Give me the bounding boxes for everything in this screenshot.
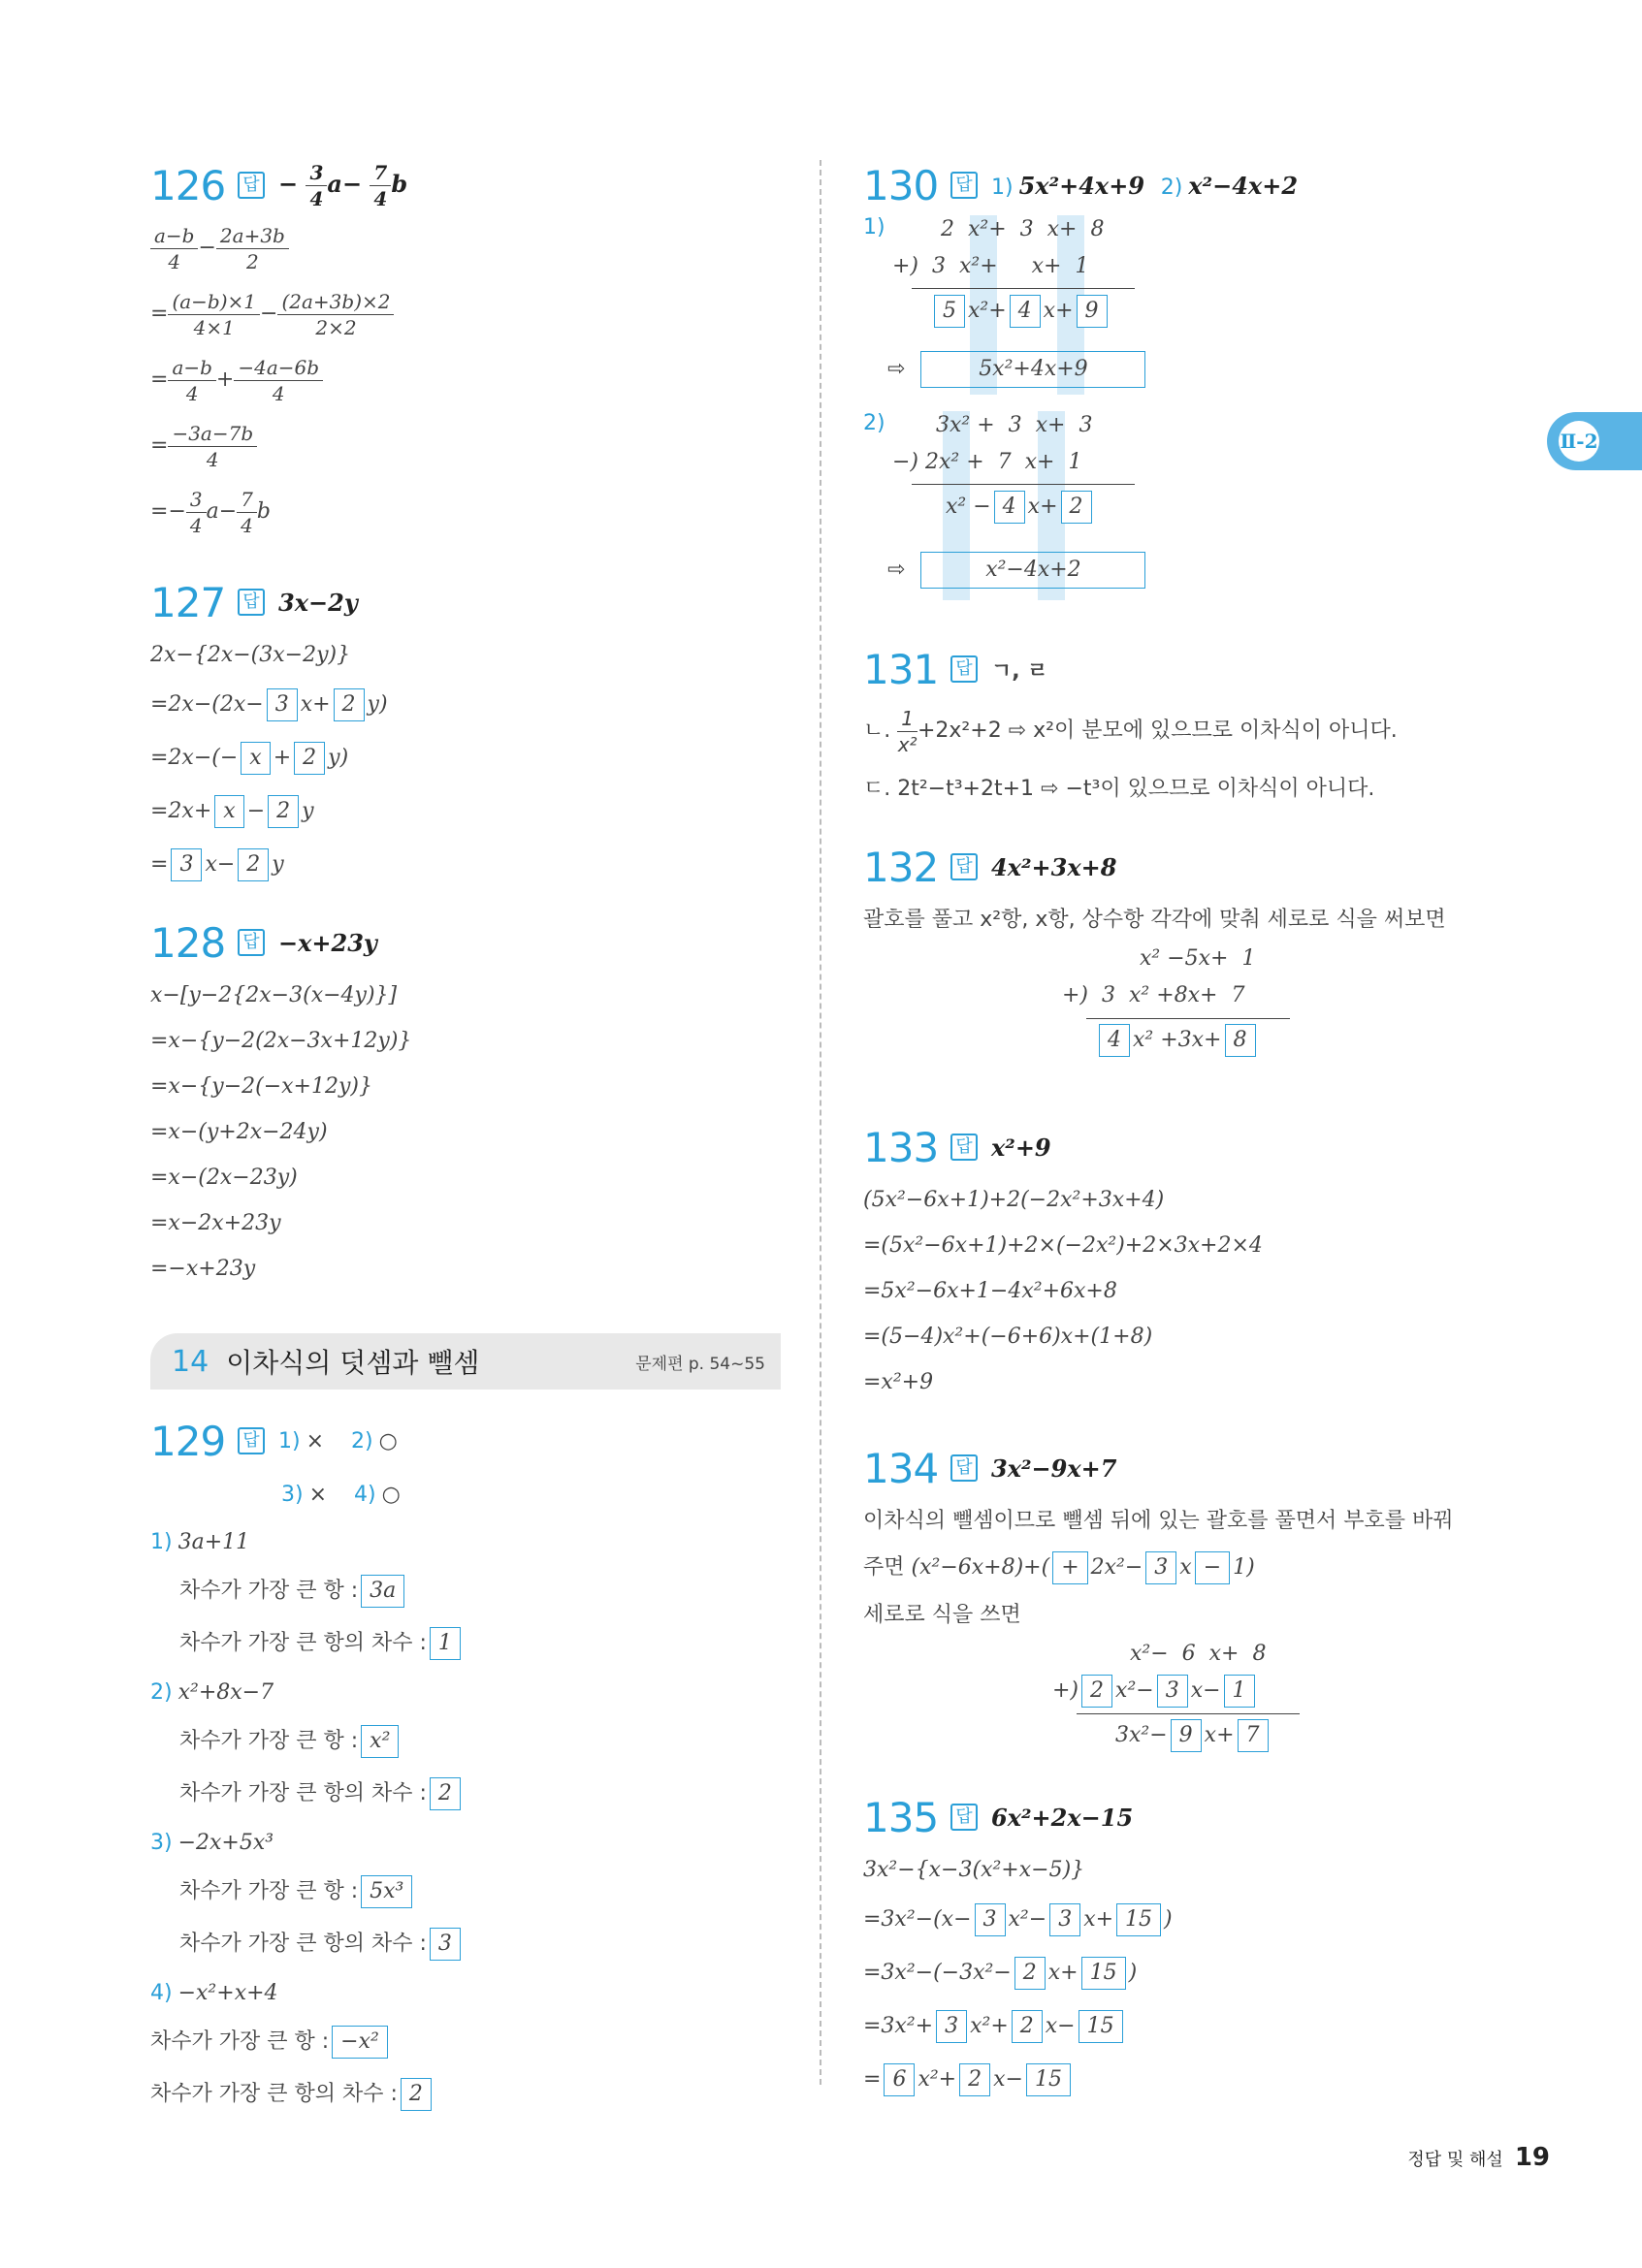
- answer: −x+23y: [278, 928, 377, 957]
- step: =x−(y+2x−24y): [150, 1120, 328, 1144]
- answer: 4x²+3x+8: [991, 852, 1117, 881]
- problem-number: 128: [150, 918, 226, 967]
- step: =− $\frac{3}{4}$ a− $\frac{7}{4}$ b: [150, 487, 271, 537]
- problem-130: 130 답 1) 5x²+4x+9 2) x²−4x+2 1) 2 x²+ 3 x+ 8 +) 3 x²+ x+ 1 5 x²+ 4 x+ 9 ⇨ 5x²+4x+9 2) 3x² + 3 x+ 3 −) 2x² + 7 x+ 1 x² − 4 x+ 2 ⇨ x²−4x+2: [863, 155, 1523, 610]
- step: 3x²−{x−3(x²+x−5)}: [863, 1858, 1085, 1882]
- step: = $\frac{-3a-7b}{4}$: [150, 413, 781, 479]
- item-3: 3) −2x+5x³: [150, 1831, 274, 1855]
- explanation-1: ㄴ. $\frac{1}{\text{x²}}$ +2x²+2 ⇨ x²이 분모에 있으므로 이차식이 아니다.: [863, 706, 1398, 756]
- page-number: 19: [1514, 2143, 1550, 2172]
- step: =(5−4)x²+(−6+6)x+(1+8): [863, 1325, 1153, 1349]
- step: = $\frac{(a-b)\times 1}{4\times 1}$ − $\frac{(2a+3b)\times 2}{2\times 2}$: [150, 281, 781, 347]
- answer-badge: 답: [950, 853, 978, 880]
- problem-132: [863, 837, 1523, 1078]
- answer: 3x²−9x+7: [991, 1453, 1117, 1483]
- problem-number: 127: [150, 578, 226, 626]
- vertical-addition: x²− 6 x+ 8 +) 2 x²− 3 x− 1 3x²− 9 x+ 7: [863, 1638, 1523, 1773]
- item-4: 4) −x²+x+4: [150, 1981, 278, 2005]
- problem-number: 135: [863, 1793, 939, 1841]
- problem-number: 131: [863, 645, 939, 693]
- problem-133: [863, 1117, 1523, 1405]
- step: =x−{y−2(2x−3x+12y)}: [150, 1029, 412, 1053]
- step: x−[y−2{2x−3(x−4y)}]: [150, 983, 398, 1007]
- step: =5x²−6x+1−4x²+6x+8: [863, 1279, 1117, 1303]
- right-column: [863, 155, 1523, 2106]
- step: =x−2x+23y: [150, 1211, 281, 1235]
- explanation: 이차식의 뺄셈이므로 뺄셈 뒤에 있는 괄호를 풀면서 부호를 바꿔: [863, 1509, 1454, 1533]
- explanation-2: ㄷ. 2t²−t³+2t+1 ⇨ −t³이 있으므로 이차식이 아니다.: [863, 777, 1375, 801]
- problem-number: 129: [150, 1417, 226, 1465]
- step: 2x−{2x−(3x−2y)}: [150, 643, 351, 667]
- problem-135: [863, 1787, 1523, 2106]
- section-number: 14: [172, 1344, 209, 1379]
- column-divider: [820, 160, 821, 2085]
- answer: 6x²+2x−15: [991, 1803, 1134, 1832]
- problem-131: [863, 639, 1523, 815]
- answer: ㄱ, ㄹ: [991, 658, 1048, 684]
- problem-128: [150, 912, 781, 1292]
- answer-badge: 답: [950, 655, 978, 683]
- step: = 3 x− 2 y: [150, 838, 781, 891]
- answer-badge: 답: [238, 929, 265, 956]
- step: =2x+ x − 2 y: [150, 784, 781, 838]
- problem-number: 132: [863, 843, 939, 891]
- step: =3x²+ 3 x²+ 2 x− 15: [863, 1999, 1523, 2053]
- answer-badge: 답: [950, 1804, 978, 1831]
- problem-127: [150, 572, 781, 891]
- footer-label: 정답 및 해설: [1407, 2150, 1503, 2170]
- section-banner: [150, 1333, 781, 1390]
- left-column: [150, 155, 781, 1292]
- step: =x−{y−2(−x+12y)}: [150, 1074, 372, 1099]
- chapter-tab: [1547, 412, 1642, 470]
- footer: [1407, 2143, 1550, 2172]
- step: =x²+9: [863, 1370, 934, 1394]
- explanation: 괄호를 풀고 x²항, x항, 상수항 각각에 맞춰 세로로 식을 써보면: [863, 908, 1446, 932]
- section-title: 이차식의 덧셈과 뺄셈: [226, 1347, 480, 1379]
- answer: 3x−2y: [278, 588, 358, 617]
- answer-badge: 답: [238, 589, 265, 616]
- problem-number: 130: [863, 161, 939, 209]
- answer-badge: 답: [950, 172, 978, 199]
- vertical-addition: x² −5x+ 1 +) 3 x² +8x+ 7 4 x² +3x+ 8: [863, 942, 1523, 1078]
- step: =3x²−(−3x²− 2 x+ 15 ): [863, 1946, 1523, 1999]
- step: $\frac{a-b}{4}$ − $\frac{2a+3b}{2}$: [150, 215, 781, 281]
- answer-badge: 답: [238, 1427, 265, 1454]
- answer-badge: 답: [950, 1134, 978, 1161]
- step: = $\frac{a-b}{4}$ + $\frac{-4a-6b}{4}$: [150, 347, 781, 413]
- vertical-addition-1: 1) 2 x²+ 3 x+ 8 +) 3 x²+ x+ 1 5 x²+ 4 x+ 9 ⇨ 5x²+4x+9: [863, 215, 1523, 399]
- problem-number: 133: [863, 1123, 939, 1171]
- vertical-subtraction-2: 2) 3x² + 3 x+ 3 −) 2x² + 7 x+ 1 x² − 4 x+ 2 ⇨ x²−4x+2: [863, 411, 1523, 610]
- step: =x−(2x−23y): [150, 1166, 298, 1190]
- answer-badge: 답: [238, 172, 265, 199]
- step: =3x²−(x− 3 x²− 3 x+ 15 ): [863, 1893, 1523, 1946]
- problem-number: 134: [863, 1444, 939, 1492]
- section-page-ref: 문제편 p. 54~55: [635, 1354, 765, 1374]
- step: =2x−(2x− 3 x+ 2 y): [150, 678, 781, 731]
- step: =2x−(− x + 2 y): [150, 731, 781, 784]
- problem-134: 134 답 3x²−9x+7 이차식의 뺄셈이므로 뺄셈 뒤에 있는 괄호를 풀면서 부호를 바꿔 주면 (x²−6x+8)+( + 2x²− 3 x − 1) 세로로 식을 쓰면 x²− 6 x+ 8 +) 2 x²− 3 x− 1 3x²− 9 x+ 7: [863, 1438, 1523, 1773]
- problem-129: 129 답 1) × 2) ○ 3) × 4) ○ 1) 3a+11 차수가 가장 큰 항 : 3a 차수가 가장 큰 항의 차수 : 1 2) x²+8x−7 차수가 가장 큰 항 : x² 차수가 가장 큰 항의 차수 : 2 3) −2x+5x³ 차수가 가장 큰 항 : 5x³ 차수가 가장 큰 항의 차수 : 3 4) −x²+x+4 차수가 가장 큰 항 : −x² 차수가 가장 큰 항의 차수 : 2: [150, 1411, 781, 2121]
- answer-badge: 답: [950, 1454, 978, 1482]
- step: =(5x²−6x+1)+2×(−2x²)+2×3x+2×4: [863, 1233, 1263, 1258]
- item-2: 2) x²+8x−7: [150, 1680, 274, 1705]
- step: (5x²−6x+1)+2(−2x²+3x+4): [863, 1188, 1165, 1212]
- problem-126: [150, 155, 781, 545]
- step: =−x+23y: [150, 1257, 256, 1281]
- answer: − $\frac{3}{4}$ a− $\frac{7}{4}$ b: [278, 160, 408, 210]
- answer: x²+9: [991, 1133, 1051, 1162]
- item-1: 1) 3a+11: [150, 1530, 250, 1554]
- chapter-label: Ⅱ-2: [1559, 421, 1599, 462]
- answer-line-2: 3) × 4) ○: [281, 1483, 401, 1507]
- step: = 6 x²+ 2 x− 15: [863, 2053, 1523, 2106]
- problem-number: 126: [150, 161, 226, 209]
